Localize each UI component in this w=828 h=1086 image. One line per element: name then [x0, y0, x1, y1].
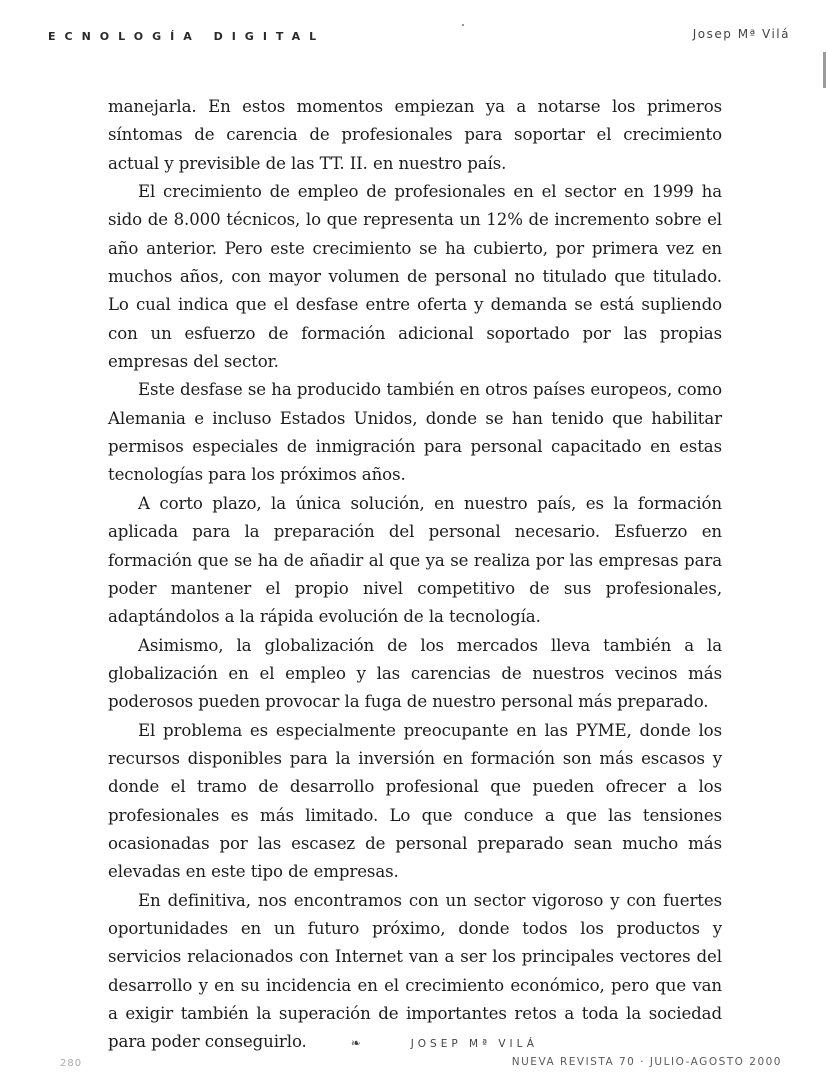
page-number: 280	[60, 1058, 83, 1069]
header-author: Josep Mª Vilá	[692, 27, 790, 41]
end-ornament-icon: ❧	[350, 1036, 361, 1051]
running-header	[48, 27, 790, 50]
paragraph-1: manejarla. En estos momentos empiezan ya a notarse los primeros síntomas de carencia de profesionales para soportar el crecimiento actual y previsible de las TT. II. en nuestro país.	[108, 97, 722, 173]
paragraph-7	[108, 887, 722, 1059]
paragraph-3: Este desfase se ha producido también en otros países europeos, como Alemania e incluso Estados Unidos, donde se han tenido que habilitar permisos especiales de inmigración para personal capacitado en estas tecnologías para los próximos años.	[108, 380, 722, 485]
paragraph-4: A corto plazo, la única solución, en nuestro país, es la formación aplicada para la preparación del personal necesario. Esfuerzo en formación que se ha de añadir al que ya se realiza por las empresas para poder mantener el propio nivel competitivo de sus profesionales, adaptándolos a la rápida evolución de la tecnología.	[108, 493, 722, 627]
paragraph-6: El problema es especialmente preocupante en las PYME, donde los recursos disponibles para la inversión en formación son más escasos y donde el tramo de desarrollo profesional que pueden ofrecer a los profesionales es más limitado. Lo que conduce a que las tensiones ocasionadas por las escasez de personal preparado sean mucho más elevadas en este tipo de empresas.	[108, 720, 722, 882]
scan-edge-mark	[823, 52, 826, 88]
scan-speck	[462, 24, 464, 26]
paragraph-2: El crecimiento de empleo de profesionales en el sector en 1999 ha sido de 8.000 técnicos, lo que representa un 12% de incremento sobre el año anterior. Pero este crecimiento se ha cubierto, por primera vez en muchos años, con mayor volumen de personal no titulado que titulado. Lo cual indica que el desfase entre oferta y demanda se está supliendo con un esfuerzo de formación adicional soportado por las propias empresas del sector.	[108, 182, 722, 372]
publication-footer: NUEVA REVISTA 70 · JULIO-AGOSTO 2000	[511, 1056, 782, 1068]
article-signature: JOSEP Mª VILÁ	[410, 1038, 538, 1051]
paragraph-5: Asimismo, la globalización de los mercados lleva también a la globalización en el empleo y las carencias de nuestros vecinos más poderosos pueden provocar la fuga de nuestro personal más preparado.	[108, 635, 722, 712]
section-title: ECNOLOGÍA DIGITAL	[48, 30, 326, 43]
article-body	[108, 93, 722, 1059]
paragraph-7-text: En definitiva, nos encontramos con un sector vigoroso y con fuertes oportunidades en un futuro próximo, donde todos los productos y servicios relacionados con Internet van a ser los principales vectores del desarrollo y en su incidencia en el crecimiento económico, pero que van a exigir también la superación de importantes retos a toda la sociedad para poder conseguirlo.	[108, 890, 722, 1052]
